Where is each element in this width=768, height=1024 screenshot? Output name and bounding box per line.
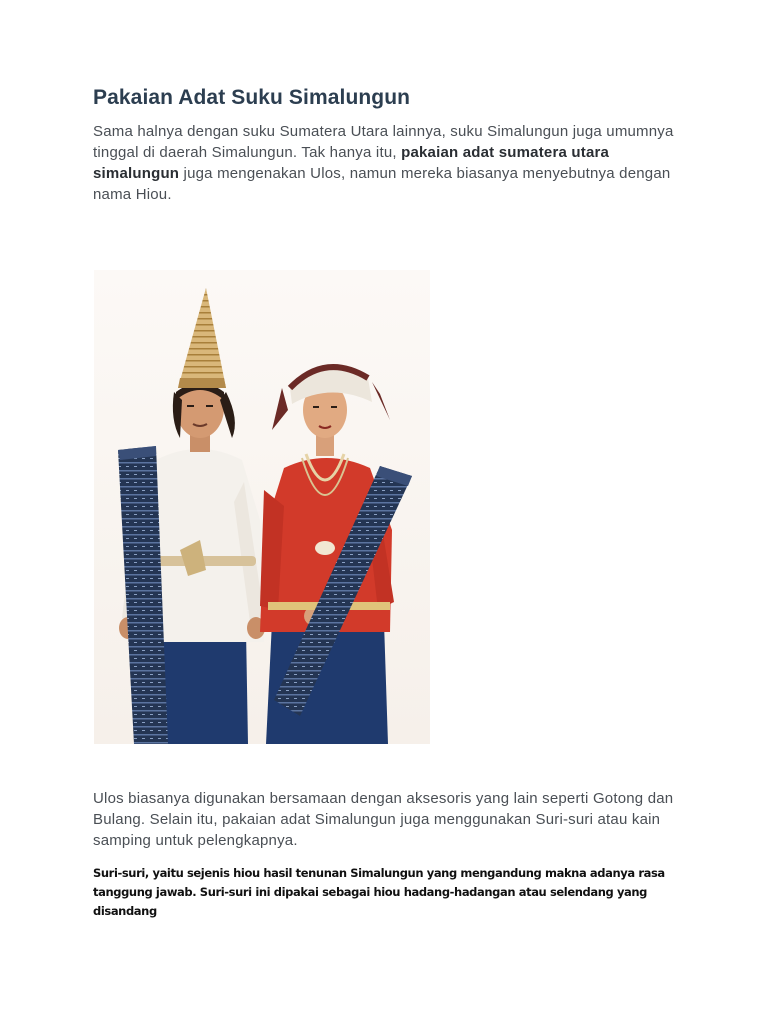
accessories-paragraph: Ulos biasanya digunakan bersamaan dengan aksesoris yang lain seperti Gotong dan Bulang. Selain itu, pakaian adat Simalungun juga menggunakan Suri-suri atau kain samping untuk pelengkapnya. (93, 790, 674, 849)
article-heading: Pakaian Adat Suku Simalungun (93, 86, 411, 109)
intro-text-part2: juga mengenakan Ulos, namun mereka biasanya menyebutnya dengan nama Hiou. (93, 165, 671, 203)
costume-illustration (94, 270, 430, 744)
traditional-costume-photo (94, 270, 430, 744)
intro-text-part1: Sama halnya dengan suku Sumatera Utara lainnya, suku Simalungun juga umumnya tinggal di daerah Simalungun. Tak hanya itu, (93, 123, 674, 161)
intro-bold-link-text: pakaian adat sumatera utara simalungun (93, 144, 610, 182)
intro-paragraph (93, 121, 693, 205)
suri-suri-paragraph: Suri-suri, yaitu sejenis hiou hasil tenunan Simalungun yang mengandung makna adanya rasa tanggung jawab. Suri-suri ini dipakai sebagai hiou hadang-hadangan atau selendang yang disandang (93, 866, 665, 918)
